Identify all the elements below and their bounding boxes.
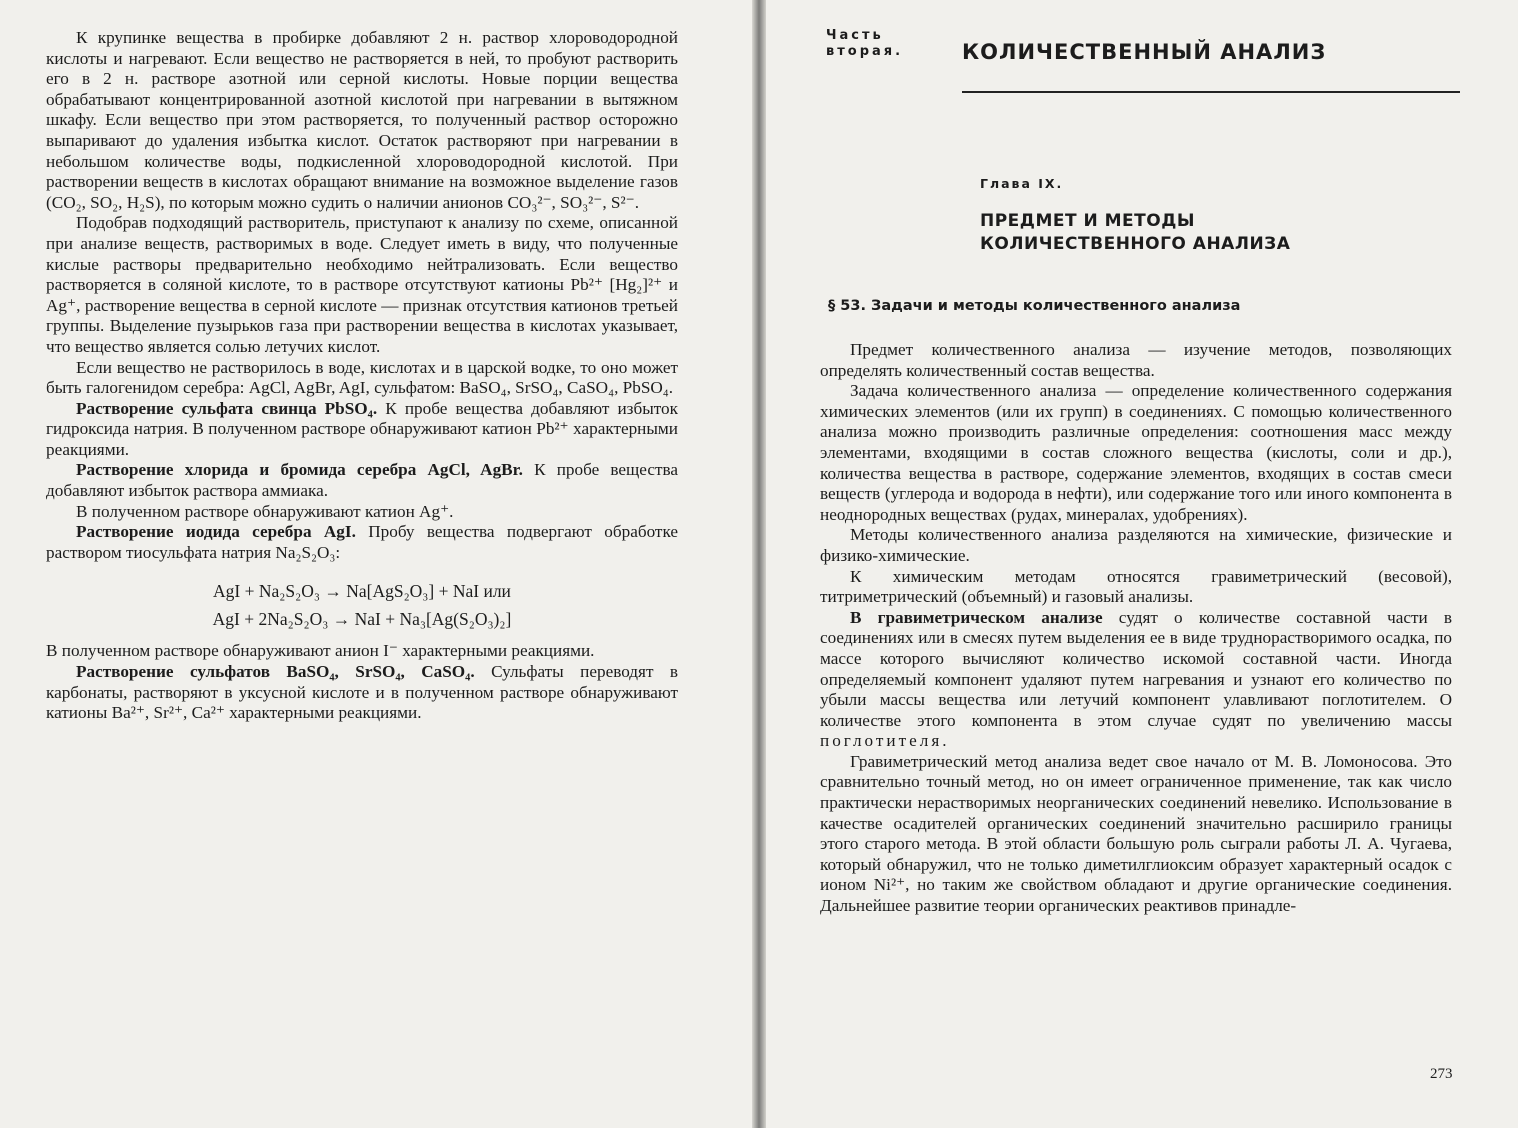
paragraph: Гравиметрический метод анализа ведет свое начало от М. В. Ломоносова. Это сравнительно точный метод, но он имеет ограниченное применение, так как число практически нерастворимых неорганических соединений невелико. Использование в качестве осадителей органических соединений значительно расширило границы этого старого метода. В этой области большую роль сыграли работы Л. А. Чугаева, который обнаружил, что не только диметилглиоксим образует характерный осадок с ионом Ni²⁺, но таким же свойством обладают и другие органические соединения. Дальнейшее развитие теории органических реактивов принадле- — [820, 751, 1452, 916]
paragraph: В полученном растворе обнаруживают катион Ag⁺. — [76, 501, 454, 521]
chapter-title-line: ПРЕДМЕТ И МЕТОДЫ — [980, 211, 1195, 231]
paragraph: Методы количественного анализа разделяются на химические, физические и физико-химические. — [820, 525, 1452, 565]
paragraph-text: К пробе вещества добавляют избыток гидроксида натрия. В полученном растворе обнаруживают катион Pb²⁺ характерными реакциями. — [46, 398, 678, 459]
section-title: § 53. Задачи и методы количественного анализа — [828, 298, 1241, 314]
run-in-heading: В гравиметрическом анализе — [850, 607, 1103, 627]
paragraph — [46, 662, 678, 724]
part-title: КОЛИЧЕСТВЕННЫЙ АНАЛИЗ — [962, 40, 1327, 64]
right-page — [766, 0, 1518, 1128]
part-label — [826, 28, 903, 60]
run-in-heading: Растворение сульфатов BaSO₄, SrSO₄, CaSO₄. — [76, 662, 475, 682]
paragraph: К химическим методам относятся гравиметрический (весовой), титриметрический (объемный) и газовый анализы. — [820, 566, 1452, 607]
part-label-line: Часть — [826, 28, 884, 43]
chapter-title — [980, 210, 1460, 256]
paragraph: Подобрав подходящий растворитель, приступают к анализу по схеме, описанной при анализе веществ, растворимых в воде. Следует иметь в виду, что полученные кислые растворы предварительно необходимо нейтрализовать. Если вещество растворяется в соляной кислоте, то в растворе отсутствуют катионы Pb²⁺ [Hg₂]²⁺ и Ag⁺, растворение вещества в серной кислоте — признак отсутствия катионов третьей группы. Выделение пузырьков газа при растворении вещества в кислотах указывает, что вещество является солью летучих кислот. — [46, 213, 678, 356]
paragraph — [46, 522, 678, 563]
paragraph — [46, 399, 678, 461]
equation: AgI + Na₂S₂O₃ → Na[AgS₂O₃] + NaI или — [213, 581, 511, 602]
paragraph: Если вещество не растворилось в воде, кислотах и в царской водке, то оно может быть галогенидом серебра: AgCl, AgBr, AgI, сульфатом: BaSO₄, SrSO₄, CaSO₄, PbSO₄. — [46, 357, 678, 398]
paragraph-text: К пробе вещества добавляют избыток раствора аммиака. — [46, 460, 678, 501]
part-label-line: вторая. — [826, 44, 904, 59]
equations — [46, 577, 678, 633]
paragraph: В полученном растворе обнаруживают анион I⁻ характерными реакциями. — [46, 641, 595, 661]
paragraph — [46, 460, 678, 501]
paragraph-text: Пробу вещества подвергают обработке раствором тиосульфата натрия Na₂S₂O₃: — [46, 522, 678, 562]
equation: AgI + 2Na₂S₂O₃ → NaI + Na₃[Ag(S₂O₃)₂] — [212, 609, 512, 630]
paragraph — [820, 608, 1452, 752]
page-number: 273 — [1430, 1066, 1453, 1082]
paragraph-text: судят о количестве составной части в соединениях или в смесях путем выделения ее в виде труднорастворимого осадка, по массе которого вычисляют количество искомой составной части. Иногда определяемый компонент удаляют путем нагревания и узнают его количество по убыли массы вещества или летучий компонент улавливают поглотителем. О количестве этого компонента в этом случае судят по увеличению массы — [820, 607, 1452, 730]
left-text-column — [46, 28, 678, 724]
run-in-heading: Растворение иодида серебра AgI. — [76, 522, 356, 542]
part-title-rule — [962, 91, 1460, 93]
run-in-heading: Растворение сульфата свинца PbSO₄. — [76, 398, 378, 418]
run-in-heading: Растворение хлорида и бромида серебра AgCl, AgBr. — [76, 460, 523, 480]
book-gutter — [752, 0, 766, 1128]
paragraph: Задача количественного анализа — определение количественного содержания химических элементов (или их групп) в соединениях. С помощью количественного анализа можно производить различные определения: соотношения масс между элементами, входящими в состав сложного вещества (кислоты, соли и др.), количества вещества в растворе, содержание элементов, входящих в состав смеси веществ (углерода и водорода в нефти), или содержание того или иного компонента в неоднородных веществах (рудах, минералах, удобрениях). — [820, 381, 1452, 524]
right-text-column — [820, 340, 1452, 917]
left-page — [0, 0, 752, 1128]
spaced-term: поглотителя. — [820, 731, 950, 751]
paragraph-text: Сульфаты переводят в карбонаты, растворяют в уксусной кислоте и в полученном растворе обнаруживают катионы Ba²⁺, Sr²⁺, Ca²⁺ характерными реакциями. — [46, 662, 679, 723]
chapter-title-line: КОЛИЧЕСТВЕННОГО АНАЛИЗА — [980, 234, 1291, 254]
paragraph: Предмет количественного анализа — изучение методов, позволяющих определять количественный состав вещества. — [820, 340, 1452, 380]
chapter-label: Глава IX. — [980, 176, 1064, 191]
paragraph: К крупинке вещества в пробирке добавляют 2 н. раствор хлороводородной кислоты и нагревают. Если вещество не растворяется в ней, то пробуют растворить его в 2 н. растворе азотной или серной кислоты. Новые порции вещества обрабатывают концентрированной азотной кислотой при нагревании в вытяжном шкафу. Если вещество при этом растворяется, то полученный раствор осторожно выпаривают до удаления избытка кислот. Остаток растворяют при нагревании в небольшом количестве воды, подкисленной хлороводородной кислотой. При растворении веществ в кислотах обращают внимание на возможное выделение газов (CO₂, SO₂, H₂S), по которым можно судить о наличии анионов CO₃²⁻, SO₃²⁻, S²⁻. — [46, 28, 678, 212]
